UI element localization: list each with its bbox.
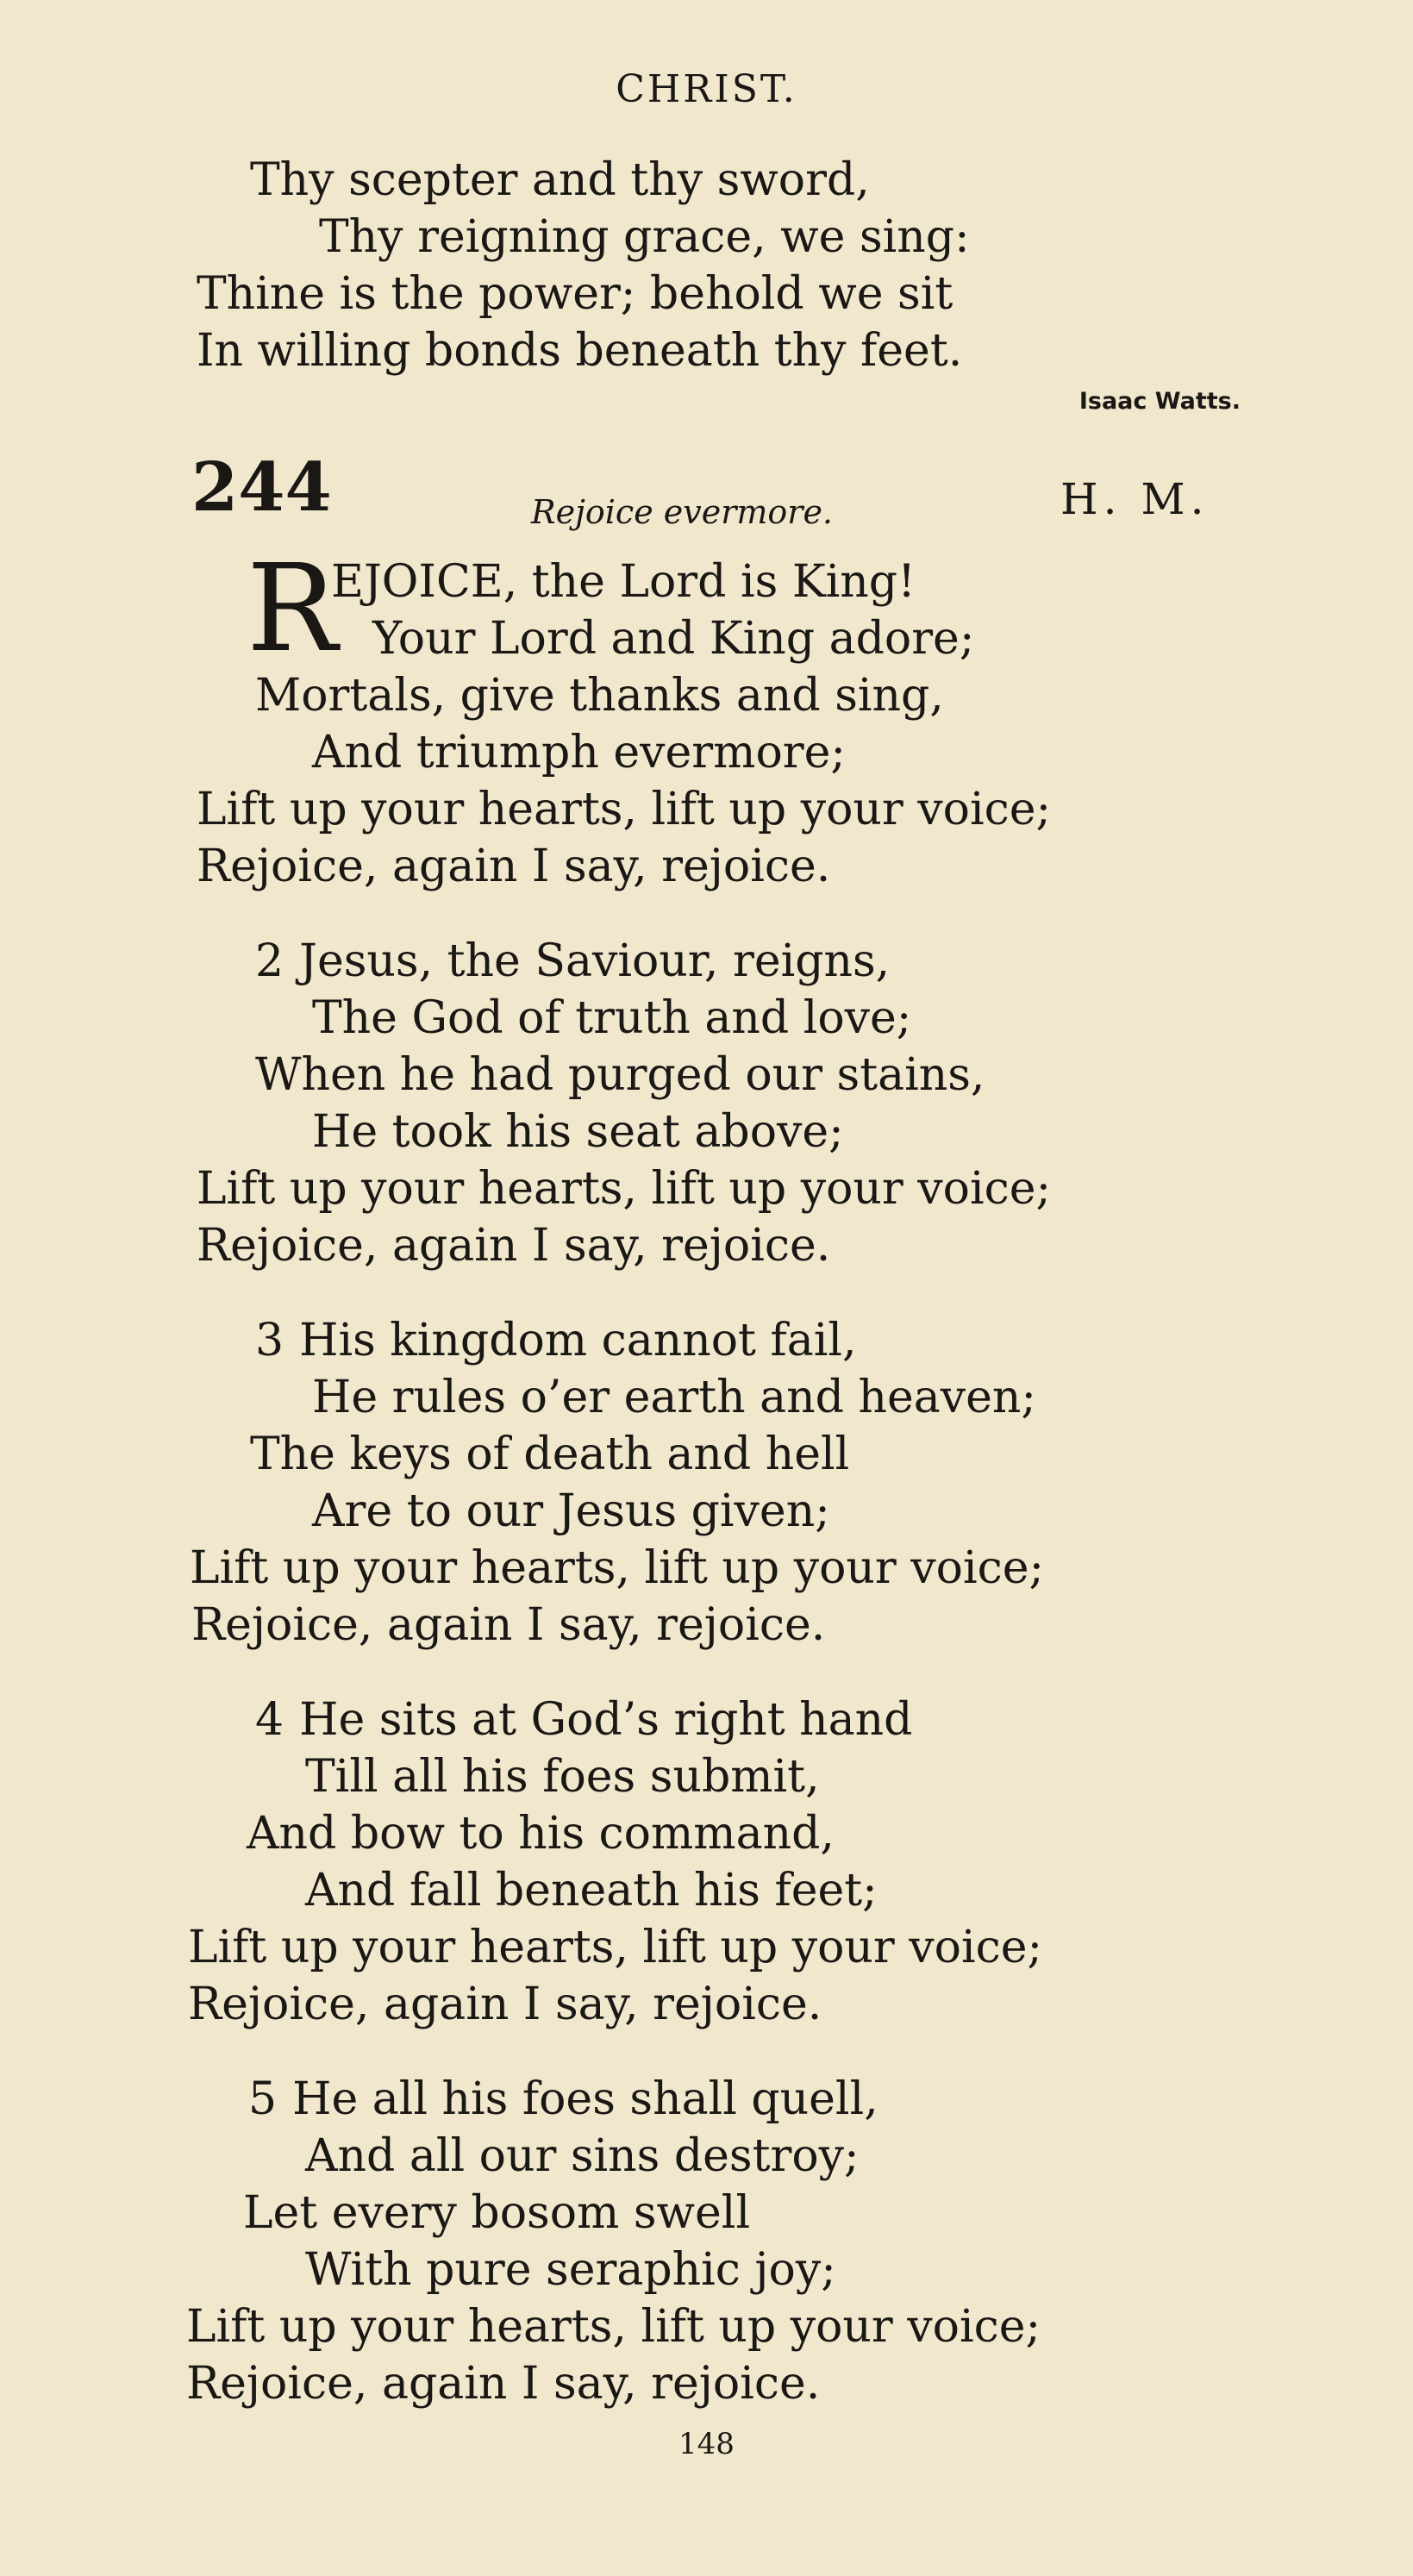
verse-1-line-2: Your Lord and King adore; bbox=[372, 613, 975, 665]
verse-2-line-6: Rejoice, again I say, rejoice. bbox=[197, 1220, 831, 1272]
hymn-meter: H. M. bbox=[1060, 474, 1210, 524]
running-head: CHRIST. bbox=[616, 67, 797, 111]
previous-hymn-author: Isaac Watts. bbox=[1079, 388, 1241, 415]
verse-3-line-2: He rules o’er earth and heaven; bbox=[312, 1372, 1036, 1423]
verse-5-line-6: Rejoice, again I say, rejoice. bbox=[186, 2358, 821, 2410]
verse-4-line-3: And bow to his command, bbox=[247, 1808, 835, 1860]
verse-number: 5 bbox=[248, 2073, 278, 2125]
verse-2-line-5: Lift up your hearts, lift up your voice; bbox=[197, 1163, 1051, 1215]
hymn-title: Rejoice evermore. bbox=[531, 493, 834, 531]
verse-1-line-4: And triumph evermore; bbox=[312, 727, 846, 778]
page-number: 148 bbox=[678, 2427, 735, 2461]
verse-3-line-4: Are to our Jesus given; bbox=[312, 1485, 830, 1537]
verse-4-line-2: Till all his foes submit, bbox=[305, 1751, 820, 1803]
verse-5-line-4: With pure seraphic joy; bbox=[305, 2244, 836, 2296]
verse-4-line-4: And fall beneath his feet; bbox=[305, 1865, 878, 1916]
drop-cap: R bbox=[247, 539, 338, 679]
verse-3-line-5: Lift up your hearts, lift up your voice; bbox=[190, 1542, 1044, 1594]
verse-3-line-6: Rejoice, again I say, rejoice. bbox=[191, 1599, 826, 1651]
verse-4-line-1 bbox=[255, 1691, 912, 1748]
verse-3-line-1 bbox=[255, 1312, 857, 1369]
previous-hymn-line-1: Thy scepter and thy sword, bbox=[250, 154, 870, 206]
verse-1-line-1: EJOICE, the Lord is King! bbox=[331, 556, 916, 608]
previous-hymn-line-3: Thine is the power; behold we sit bbox=[197, 268, 953, 320]
verse-5-line-3: Let every bosom swell bbox=[243, 2187, 751, 2239]
verse-2-line-1 bbox=[255, 933, 890, 990]
verse-4-line-5: Lift up your hearts, lift up your voice; bbox=[188, 1922, 1042, 1973]
hymn-number: 244 bbox=[191, 448, 332, 527]
verse-5-line-2: And all our sins destroy; bbox=[305, 2130, 860, 2182]
verse-5-line-5: Lift up your hearts, lift up your voice; bbox=[186, 2301, 1041, 2353]
verse-2-line-4: He took his seat above; bbox=[312, 1106, 844, 1158]
verse-1-line-6: Rejoice, again I say, rejoice. bbox=[197, 841, 831, 892]
verse-1-line-3: Mortals, give thanks and sing, bbox=[255, 670, 944, 722]
verse-2-line-2: The God of truth and love; bbox=[312, 992, 912, 1044]
verse-number: 2 bbox=[255, 935, 284, 987]
verse-number: 3 bbox=[255, 1315, 284, 1366]
verse-3-line-3: The keys of death and hell bbox=[250, 1429, 850, 1480]
verse-line-text: His kingdom cannot fail, bbox=[299, 1315, 857, 1366]
verse-4-line-6: Rejoice, again I say, rejoice. bbox=[188, 1979, 822, 2030]
verse-2-line-3: When he had purged our stains, bbox=[255, 1049, 985, 1101]
verse-line-text: He sits at God’s right hand bbox=[299, 1694, 913, 1746]
verse-5-line-1 bbox=[248, 2071, 878, 2128]
verse-line-text: He all his foes shall quell, bbox=[292, 2073, 878, 2125]
verse-number: 4 bbox=[255, 1694, 284, 1746]
verse-line-text: Jesus, the Saviour, reigns, bbox=[299, 935, 891, 987]
previous-hymn-line-4: In willing bonds beneath thy feet. bbox=[197, 325, 963, 377]
previous-hymn-line-2: Thy reigning grace, we sing: bbox=[319, 211, 970, 263]
verse-1-line-5: Lift up your hearts, lift up your voice; bbox=[197, 784, 1051, 835]
